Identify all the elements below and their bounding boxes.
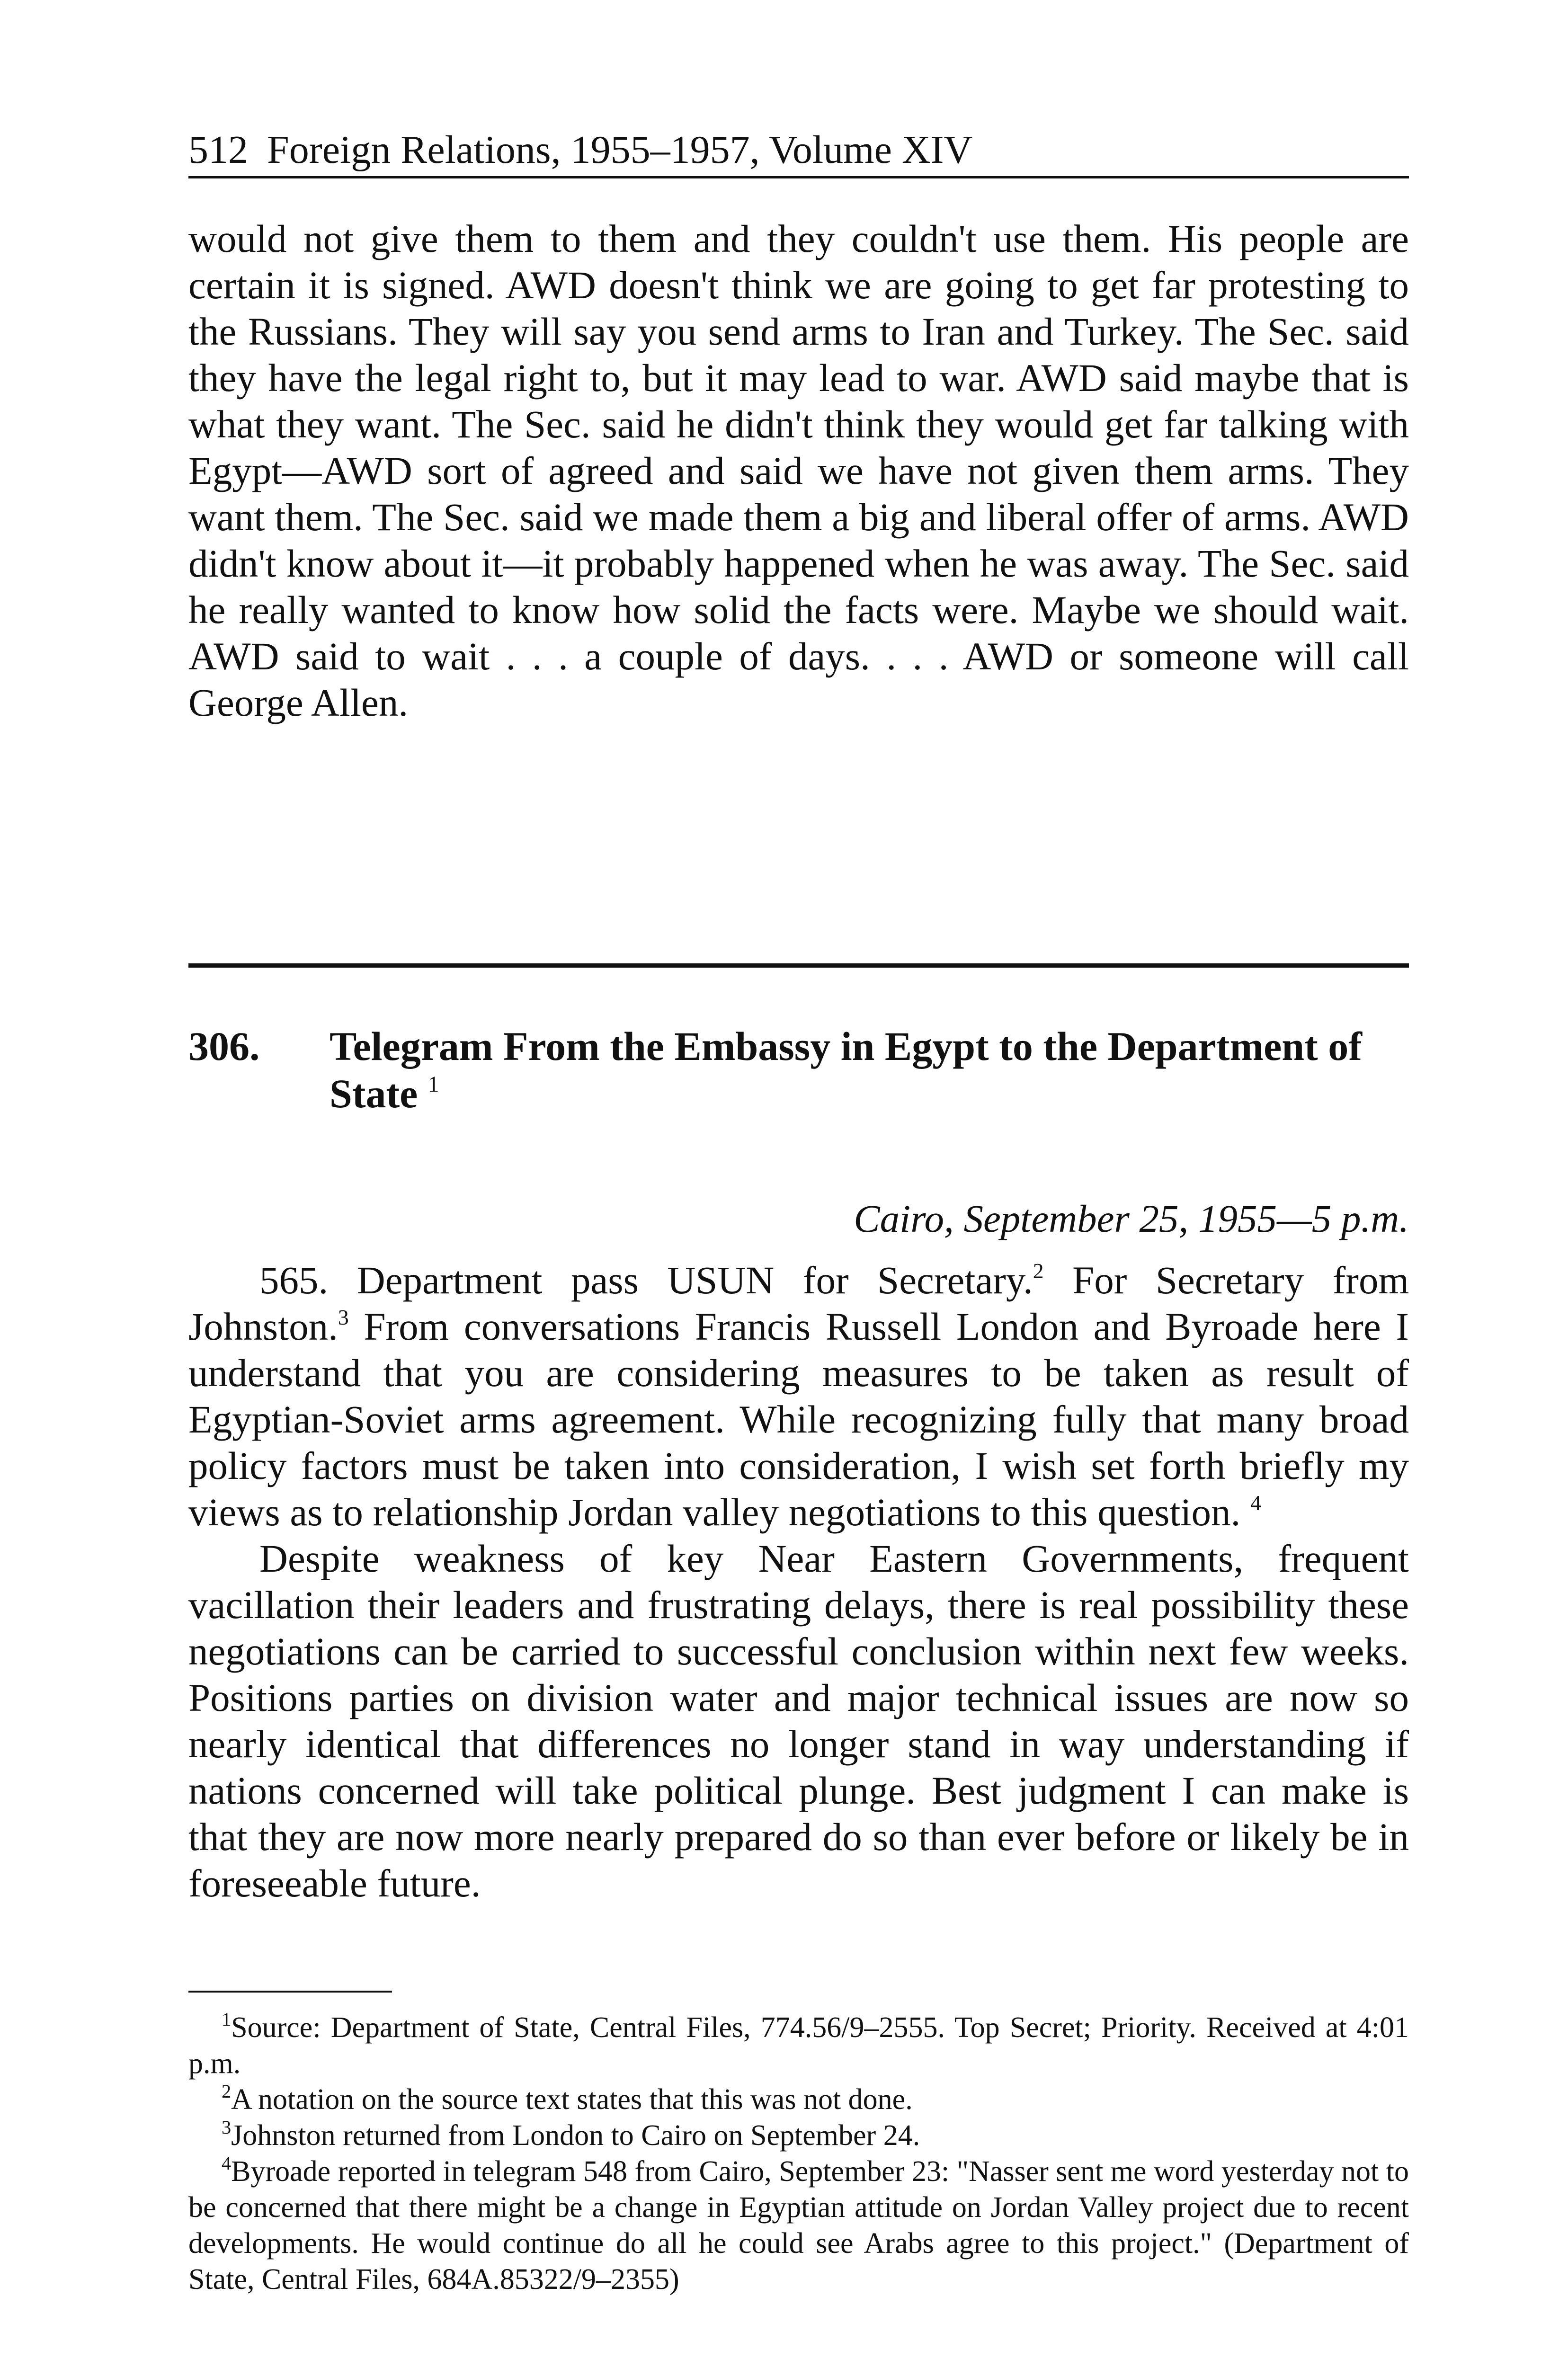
footnote-ref-1[interactable]: 1	[428, 1072, 439, 1097]
telegram-body	[188, 1257, 1409, 1906]
footnote-2: $^2$A notation on the source text states that this was not done.	[222, 2080, 913, 2116]
telegram-paragraph-1: 565. Department pass USUN for Secretary.$^2$ For Secretary from Johnston.$^3$ From conversations Francis Russell London and Byroade here I understand that you are considering measures to be taken as result of Egyptian-Soviet arms agreement. While recognizing fully that many broad policy factors must be taken into consideration, I wish set forth briefly my views as to relationship Jordan valley negotiations to this question. $^4$	[188, 1258, 1409, 1534]
dateline: Cairo, September 25, 1955—5 p.m.	[854, 1197, 1409, 1240]
document-separator-rule	[188, 963, 1409, 968]
continuation-paragraph: would not give them to them and they couldn't use them. His people are certain it is signed. AWD doesn't think we are going to get far protesting to the Russians. They will say you send arms to Iran and Turkey. The Sec. said they have the legal right to, but it may lead to war. AWD said maybe that is what they want. The Sec. said he didn't think they would get far talking with Egypt—AWD sort of agreed and said we have not given them arms. They want them. The Sec. said we made them a big and liberal offer of arms. AWD didn't know about it—it probably happened when he was away. The Sec. said he really wanted to know how solid the facts were. Maybe we should wait. AWD said to wait . . . a couple of days. . . . AWD or someone will call George Allen.	[188, 217, 1409, 724]
footnote-1: $^1$Source: Department of State, Central Files, 774.56/9–2555. Top Secret; Priority. Received at 4:01 p.m.	[188, 2008, 1409, 2080]
document-title: Telegram From the Embassy in Egypt to the Department of State $^1$	[330, 1023, 1362, 1116]
footnote-rule	[188, 1991, 392, 1993]
document-number: 306.	[188, 1023, 260, 1069]
footnotes	[188, 2010, 1409, 2297]
previous-document-continuation	[188, 215, 1409, 726]
volume-title: Foreign Relations, 1955–1957, Volume XIV	[267, 128, 973, 172]
page-number: 512	[188, 128, 248, 172]
footnote-ref-3[interactable]: 3	[338, 1305, 349, 1330]
footnote-4: $^4$Byroade reported in telegram 548 from Cairo, September 23: "Nasser sent me word yesterday not to be concerned that there might be a change in Egyptian attitude on Jordan Valley project due to recent developments. He would continue do all he could see Arabs agree to this project." (Department of State, Central Files, 684A.85322/9–2355)	[188, 2152, 1409, 2296]
footnote-3: $^3$Johnston returned from London to Cairo on September 24.	[222, 2116, 920, 2152]
footnote-ref-2[interactable]: 2	[1033, 1259, 1044, 1283]
running-header	[188, 124, 1409, 178]
footnote-ref-4[interactable]: 4	[1250, 1491, 1261, 1515]
telegram-paragraph-2: Despite weakness of key Near Eastern Governments, frequent vacillation their leaders and frustrating delays, there is real possibility these negotiations can be carried to successful conclusion within next few weeks. Positions parties on division water and major technical issues are now so nearly identical that differences no longer stand in way understanding if nations concerned will take political plunge. Best judgment I can make is that they are now more nearly prepared do so than ever before or likely be in foreseeable future.	[188, 1537, 1409, 1905]
document-heading	[188, 1023, 1409, 1117]
